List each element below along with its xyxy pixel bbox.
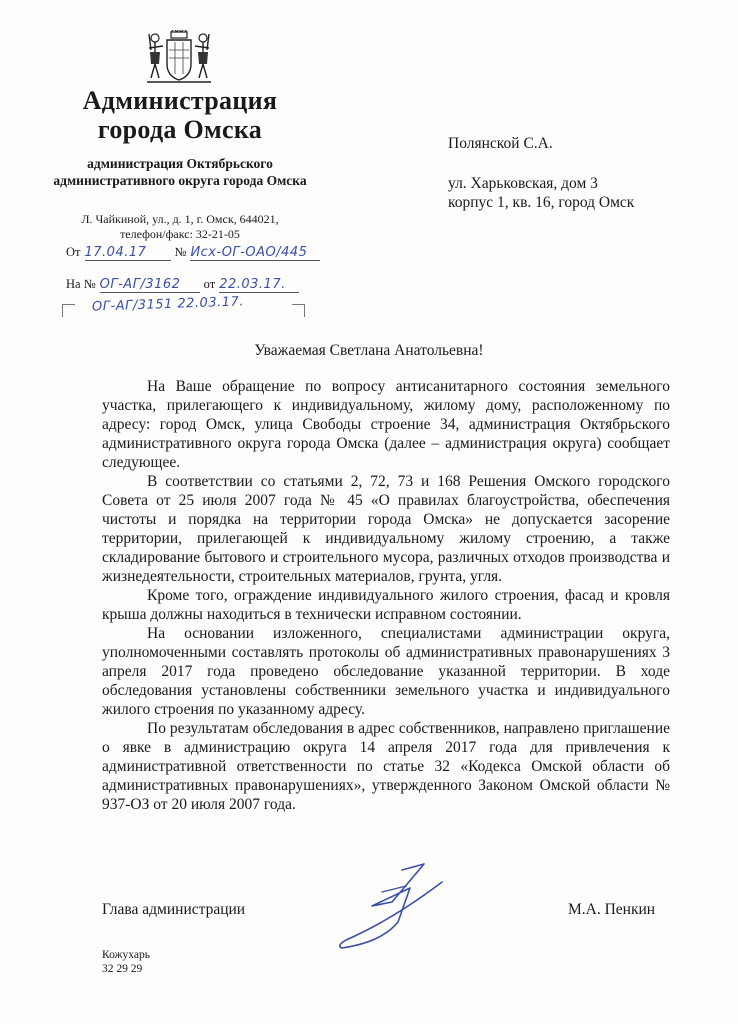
- outgoing-date: 17.04.17: [85, 245, 171, 261]
- executor-name: Кожухарь: [102, 949, 150, 961]
- phone-line: телефон/факс: 32-21-05: [120, 227, 240, 241]
- paragraph: В соответствии со статьями 2, 72, 73 и 168 Решения Омского городского Совета от 25 июля 2007 года № 45 «О правилах благоустройства, обеспечения чистоты и порядка на территории города Омска» не допускается засорение территории, прилегающей к индивидуальному жилому строению, а также складирование бытового и строительного мусора, различных отходов производства и жизнедеятельности, строительных материалов, грунта, угля.: [102, 473, 670, 585]
- outgoing-ref-line: [66, 243, 320, 261]
- in-reply-ref-line: [66, 275, 299, 293]
- omsk-coat-of-arms-icon: [143, 30, 215, 88]
- signatory-position: Глава администрации: [102, 901, 246, 918]
- paragraph: По результатам обследования в адрес собственников, направлено приглашение о явке в администрацию округа 14 апреля 2017 года для привлечения к административной ответственности по статье 32 «Кодекса Омской области об административных правонарушениях», утвержденного Законом Омской области № 937-ОЗ от 20 июля 2007 года.: [102, 720, 670, 813]
- number-sign: №: [174, 245, 187, 259]
- second-reference: ОГ-АГ/3151 22.03.17.: [91, 294, 245, 315]
- address-line: Л. Чайкиной, ул., д. 1, г. Омск, 644021,: [81, 212, 279, 226]
- paragraph: На Ваше обращение по вопросу антисанитарного состояния земельного участка, прилегающего к индивидуальному, жилому дому, расположенному по адресу: город Омск, улица Свободы строение 34, администрация Октябрьского административного округа города Омска (далее – администрация округа) сообщает следующее.: [102, 378, 670, 471]
- outgoing-number: Исх-ОГ-ОАО/445: [190, 245, 320, 261]
- address-corner-left: [62, 304, 75, 317]
- executor-phone: 32 29 29: [102, 963, 143, 975]
- letter-body: [102, 377, 670, 814]
- in-reply-number: ОГ-АГ/3162: [100, 277, 200, 293]
- organization-title: Администрация города Омска: [82, 86, 278, 144]
- signatory-name: М.А. Пенкин: [568, 901, 656, 918]
- recipient-address-line1: ул. Харьковская, дом 3: [448, 175, 598, 192]
- recipient-block: [448, 134, 634, 212]
- executor-block: [102, 948, 150, 976]
- in-reply-label: На №: [66, 277, 96, 291]
- in-reply-date: 22.03.17.: [219, 277, 299, 293]
- address-corner-right: [292, 304, 305, 317]
- recipient-name: Полянской С.А.: [448, 135, 553, 152]
- of-label: от: [203, 277, 216, 291]
- contact-block: [40, 212, 320, 242]
- recipient-address-line2: корпус 1, кв. 16, город Омск: [448, 194, 635, 211]
- paragraph: На основании изложенного, специалистами администрации округа, уполномоченными составлять протоколы об административных правонарушениях 3 апреля 2017 года проведено обследование указанной территории. В ходе обследования установлены собственники земельного участка и индивидуального жилого строения по указанному адресу.: [102, 625, 670, 718]
- handwritten-signature-icon: [332, 862, 452, 952]
- from-label: От: [66, 245, 81, 259]
- department-name: администрация Октябрьского административного округа города Омска: [53, 156, 307, 188]
- greeting: Уважаемая Светлана Анатольевна!: [254, 342, 484, 359]
- paragraph: Кроме того, ограждение индивидуального жилого строения, фасад и кровля крыша должны находиться в технически исправном состоянии.: [102, 587, 670, 623]
